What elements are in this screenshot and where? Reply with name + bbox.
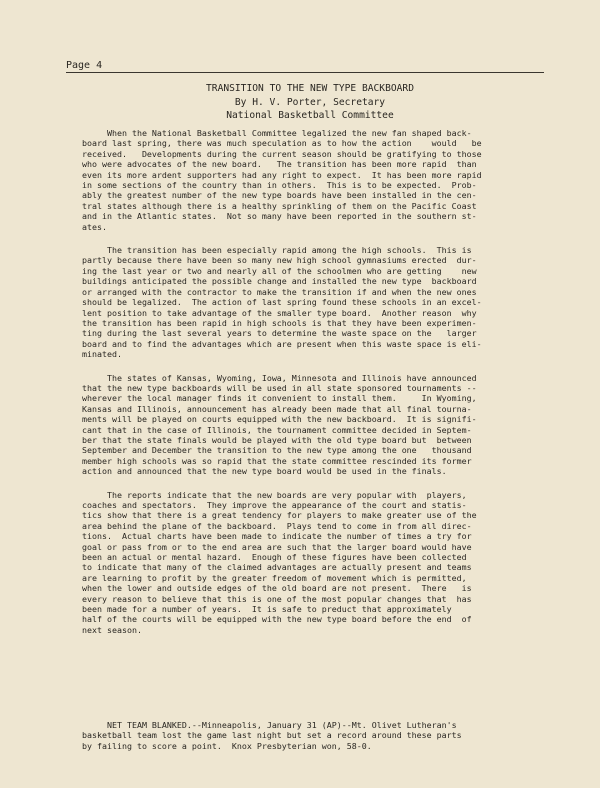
text-line: received. Developments during the current season should be gratifying to those [82, 148, 482, 159]
text-line: board last spring, there was much speculation as to how the action would be [82, 138, 482, 149]
article-byline: By H. V. Porter, Secretary [234, 96, 386, 108]
text-line: ber that the state finals would be played with the old type board but between [82, 434, 472, 445]
text-line: should be legalized. The action of last spring found these schools in an excel- [82, 297, 482, 308]
article-title: TRANSITION TO THE NEW TYPE BACKBOARD [206, 83, 414, 94]
text-line: area behind the plane of the backboard. Plays tend to come in from all direc- [82, 520, 472, 531]
paragraph [82, 490, 552, 636]
article-body [82, 128, 552, 648]
text-line: Kansas and Illinois, announcement has already been made that all final tourna- [82, 403, 472, 414]
text-line: even its more ardent supporters had any right to expect. It has been more rapid [82, 169, 482, 180]
text-line: cant that in the case of Illinois, the tournament committee decided in Septem- [82, 424, 472, 435]
text-line: coaches and spectators. They improve the appearance of the court and statis- [82, 500, 467, 510]
text-line: tions. Actual charts have been made to indicate the number of times a try for [82, 531, 472, 542]
text-line: The reports indicate that the new boards are very popular with players, [82, 489, 467, 500]
text-line: the transition has been rapid in high schools is that they have been experimen- [82, 317, 477, 328]
news-item [82, 720, 552, 751]
text-line: partly because there have been so many new high school gymnasiums erected dur- [82, 255, 477, 266]
text-line: and in the Atlantic states. Not so many have been reported in the southern st- [82, 211, 477, 222]
text-line: minated. [82, 349, 122, 360]
text-line: to indicate that many of the claimed advantages are actually present and teams [82, 562, 472, 573]
text-line: buildings anticipated the possible change and installed the new type backboard [82, 276, 477, 287]
paragraph [82, 373, 552, 477]
text-line: NET TEAM BLANKED.--Minneapolis, January 31 (AP)--Mt. Olivet Lutheran's [82, 720, 457, 730]
text-line: ates. [82, 221, 107, 232]
text-line: half of the courts will be equipped with the new type board before the end of [82, 614, 472, 625]
page-label: Page 4 [66, 60, 103, 71]
text-line: when the lower and outside edges of the old board are not present. There is [82, 583, 472, 594]
text-line: The states of Kansas, Wyoming, Iowa, Minnesota and Illinois have announced [82, 372, 477, 383]
text-line: by failing to score a point. Knox Presbyterian won, 58-0. [82, 740, 372, 751]
text-line: September and December the transition to the new type among the one thousand [82, 445, 472, 456]
text-line: been an actual or mental hazard. Enough of these figures have been collected [82, 552, 467, 563]
text-line: that the new type backboards will be used in all state sponsored tournaments -- [82, 382, 477, 393]
text-line: or arranged with the contractor to make the transition if and when the new ones [82, 286, 477, 297]
text-line: action and announced that the new type board would be used in the finals. [82, 466, 447, 477]
text-line: member high schools was so rapid that the state committee rescinded its former [82, 455, 472, 466]
article-organization: National Basketball Committee [226, 110, 394, 122]
text-line: basketball team lost the game last night but set a record around these parts [82, 730, 462, 741]
text-line: ments will be played on courts equipped with the new backboard. It is signifi- [82, 414, 477, 425]
text-line: wherever the local manager finds it convenient to install them. In Wyoming, [82, 393, 477, 404]
text-line: in some sections of the country than in others. This is to be expected. Prob- [82, 180, 477, 191]
text-line: board and to find the advantages which are present when this waste space is eli- [82, 338, 482, 349]
text-line: next season. [82, 624, 142, 635]
paragraph [82, 245, 552, 359]
text-line: lent position to take advantage of the smaller type board. Another reason why [82, 307, 477, 318]
header-rule [66, 72, 544, 73]
text-line: When the National Basketball Committee legalized the new fan shaped back- [82, 128, 472, 138]
text-line: tics show that there is a great tendency for players to make greater use of the [82, 510, 477, 521]
text-line: who were advocates of the new board. The transition has been more rapid than [82, 159, 477, 170]
text-line: ably the greatest number of the new type boards have been installed in the cen- [82, 190, 477, 201]
text-line: The transition has been especially rapid among the high schools. This is [82, 245, 472, 256]
text-line: been made for a number of years. It is safe to preduct that approximately [82, 604, 452, 615]
paragraph [82, 128, 552, 232]
article-heading [100, 82, 520, 123]
text-line: ing the last year or two and nearly all of the schoolmen who are getting new [82, 265, 477, 276]
text-line: tral states although there is a healthy sprinkling of them on the Pacific Coast [82, 200, 477, 211]
text-line: are learning to profit by the greater freedom of movement which is permitted, [82, 572, 467, 583]
text-line: goal or pass from or to the end area are such that the larger board would have [82, 541, 472, 552]
text-line: every reason to believe that this is one of the most popular changes that has [82, 593, 472, 604]
text-line: ting during the last several years to determine the waste space on the larger [82, 328, 477, 339]
